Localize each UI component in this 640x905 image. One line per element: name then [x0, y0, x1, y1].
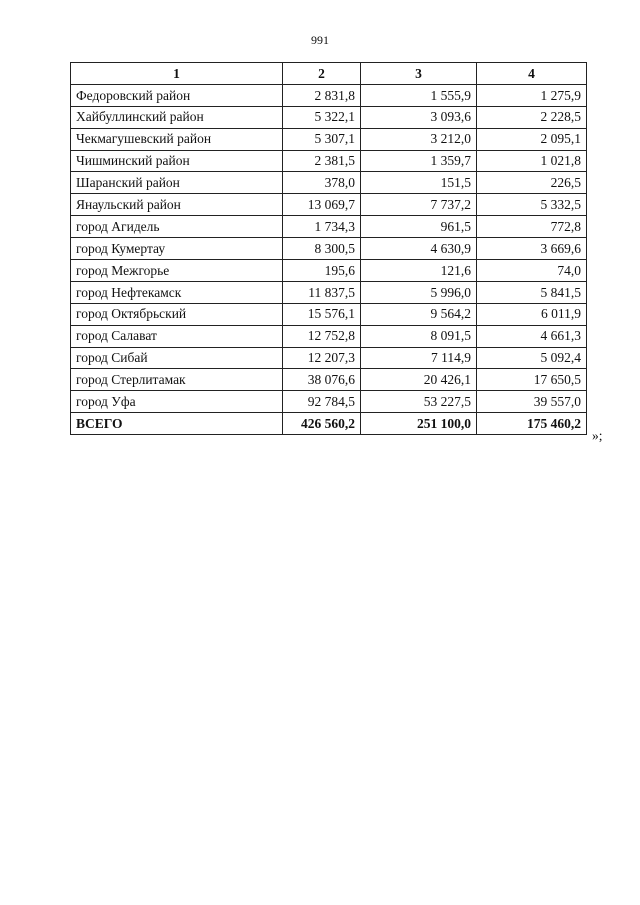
- row-value-col2: 378,0: [283, 172, 361, 194]
- row-name-cell: Шаранский район: [71, 172, 283, 194]
- row-value-col3: 1 555,9: [361, 84, 477, 106]
- row-value-col2: 12 207,3: [283, 347, 361, 369]
- total-row: [71, 413, 587, 435]
- data-table: [70, 62, 587, 435]
- table-row: [71, 84, 587, 106]
- total-value-col2: 426 560,2: [283, 413, 361, 435]
- row-name-cell: Чекмагушевский район: [71, 128, 283, 150]
- table-row: [71, 150, 587, 172]
- row-value-col4: 4 661,3: [477, 325, 587, 347]
- row-name-cell: город Агидель: [71, 216, 283, 238]
- row-value-col2: 15 576,1: [283, 303, 361, 325]
- row-value-col3: 3 093,6: [361, 106, 477, 128]
- row-value-col2: 1 734,3: [283, 216, 361, 238]
- row-name-cell: город Сибай: [71, 347, 283, 369]
- row-name-cell: Янаульский район: [71, 194, 283, 216]
- row-value-col3: 1 359,7: [361, 150, 477, 172]
- row-value-col4: 226,5: [477, 172, 587, 194]
- row-value-col2: 11 837,5: [283, 281, 361, 303]
- row-name-cell: город Нефтекамск: [71, 281, 283, 303]
- row-name-cell: город Межгорье: [71, 260, 283, 282]
- row-name-cell: Хайбуллинский район: [71, 106, 283, 128]
- header-cell-4: 4: [477, 63, 587, 85]
- row-value-col3: 20 426,1: [361, 369, 477, 391]
- header-cell-3: 3: [361, 63, 477, 85]
- row-name-cell: город Уфа: [71, 391, 283, 413]
- table-body: [71, 84, 587, 412]
- table-row: [71, 106, 587, 128]
- row-name-cell: город Стерлитамак: [71, 369, 283, 391]
- row-value-col3: 9 564,2: [361, 303, 477, 325]
- header-cell-2: 2: [283, 63, 361, 85]
- data-table-container: [70, 62, 587, 435]
- table-row: [71, 347, 587, 369]
- row-value-col3: 3 212,0: [361, 128, 477, 150]
- table-row: [71, 303, 587, 325]
- page-number: 991: [311, 33, 329, 47]
- row-value-col4: 772,8: [477, 216, 587, 238]
- row-value-col4: 39 557,0: [477, 391, 587, 413]
- total-value-col3: 251 100,0: [361, 413, 477, 435]
- table-row: [71, 194, 587, 216]
- row-value-col2: 92 784,5: [283, 391, 361, 413]
- table-row: [71, 391, 587, 413]
- row-value-col2: 2 831,8: [283, 84, 361, 106]
- row-value-col3: 4 630,9: [361, 238, 477, 260]
- row-value-col3: 121,6: [361, 260, 477, 282]
- row-value-col4: 1 021,8: [477, 150, 587, 172]
- table-row: [71, 128, 587, 150]
- row-name-cell: город Салават: [71, 325, 283, 347]
- closing-quote-mark: »;: [592, 428, 603, 443]
- row-value-col4: 2 228,5: [477, 106, 587, 128]
- row-value-col3: 961,5: [361, 216, 477, 238]
- table-row: [71, 238, 587, 260]
- header-cell-1: 1: [71, 63, 283, 85]
- row-value-col2: 8 300,5: [283, 238, 361, 260]
- row-value-col3: 5 996,0: [361, 281, 477, 303]
- row-value-col2: 5 307,1: [283, 128, 361, 150]
- row-value-col4: 1 275,9: [477, 84, 587, 106]
- table-row: [71, 216, 587, 238]
- row-value-col2: 5 322,1: [283, 106, 361, 128]
- row-value-col4: 5 841,5: [477, 281, 587, 303]
- row-name-cell: город Октябрьский: [71, 303, 283, 325]
- row-value-col2: 12 752,8: [283, 325, 361, 347]
- table-row: [71, 260, 587, 282]
- row-value-col4: 74,0: [477, 260, 587, 282]
- row-value-col4: 5 092,4: [477, 347, 587, 369]
- row-name-cell: Чишминский район: [71, 150, 283, 172]
- header-row: [71, 63, 587, 85]
- row-value-col2: 195,6: [283, 260, 361, 282]
- row-value-col4: 6 011,9: [477, 303, 587, 325]
- total-label: ВСЕГО: [71, 413, 283, 435]
- total-value-col4: 175 460,2: [477, 413, 587, 435]
- row-value-col3: 7 737,2: [361, 194, 477, 216]
- table-row: [71, 369, 587, 391]
- row-value-col3: 7 114,9: [361, 347, 477, 369]
- row-value-col2: 38 076,6: [283, 369, 361, 391]
- row-name-cell: Федоровский район: [71, 84, 283, 106]
- row-value-col4: 17 650,5: [477, 369, 587, 391]
- table-row: [71, 325, 587, 347]
- table-row: [71, 172, 587, 194]
- row-value-col4: 3 669,6: [477, 238, 587, 260]
- row-value-col2: 2 381,5: [283, 150, 361, 172]
- row-value-col3: 151,5: [361, 172, 477, 194]
- row-value-col3: 8 091,5: [361, 325, 477, 347]
- table-row: [71, 281, 587, 303]
- row-value-col4: 5 332,5: [477, 194, 587, 216]
- row-value-col3: 53 227,5: [361, 391, 477, 413]
- row-name-cell: город Кумертау: [71, 238, 283, 260]
- row-value-col2: 13 069,7: [283, 194, 361, 216]
- row-value-col4: 2 095,1: [477, 128, 587, 150]
